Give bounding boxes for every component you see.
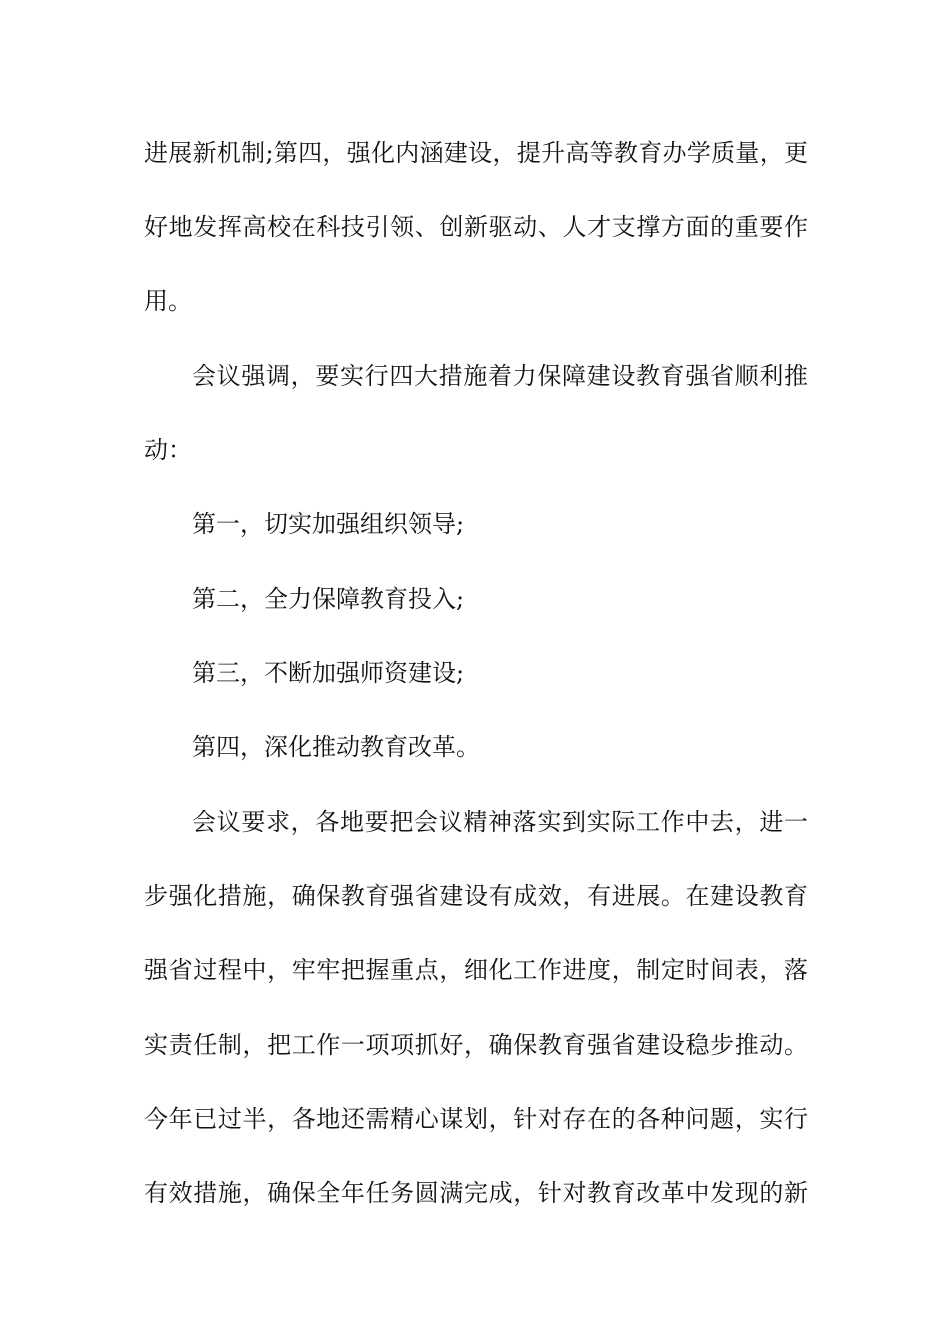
list-item: 第一，切实加强组织领导; (192, 510, 465, 538)
text-line: 今年已过半，各地还需精心谋划，针对存在的各种问题，实行 (144, 1105, 808, 1133)
list-item: 第三，不断加强师资建设; (192, 659, 465, 687)
text-line: 有效措施，确保全年任务圆满完成，针对教育改革中发现的新 (144, 1179, 808, 1207)
text-line: 好地发挥高校在科技引领、创新驱动、人才支撑方面的重要作 (144, 213, 808, 241)
text-line: 强省过程中，牢牢把握重点，细化工作进度，制定时间表，落 (144, 956, 808, 984)
text-line: 动： (144, 436, 192, 464)
list-item: 第四，深化推动教育改革。 (192, 733, 480, 761)
text-line: 步强化措施，确保教育强省建设有成效，有进展。在建设教育 (144, 882, 808, 910)
text-line: 用。 (144, 287, 192, 315)
text-line: 会议强调，要实行四大措施着力保障建设教育强省顺利推 (192, 362, 808, 390)
text-line: 会议要求，各地要把会议精神落实到实际工作中去，进一 (192, 808, 808, 836)
list-item: 第二，全力保障教育投入; (192, 585, 465, 613)
text-line: 实责任制，把工作一项项抓好，确保教育强省建设稳步推动。 (144, 1031, 808, 1059)
text-line: 进展新机制;第四，强化内涵建设，提升高等教育办学质量，更 (144, 139, 808, 167)
